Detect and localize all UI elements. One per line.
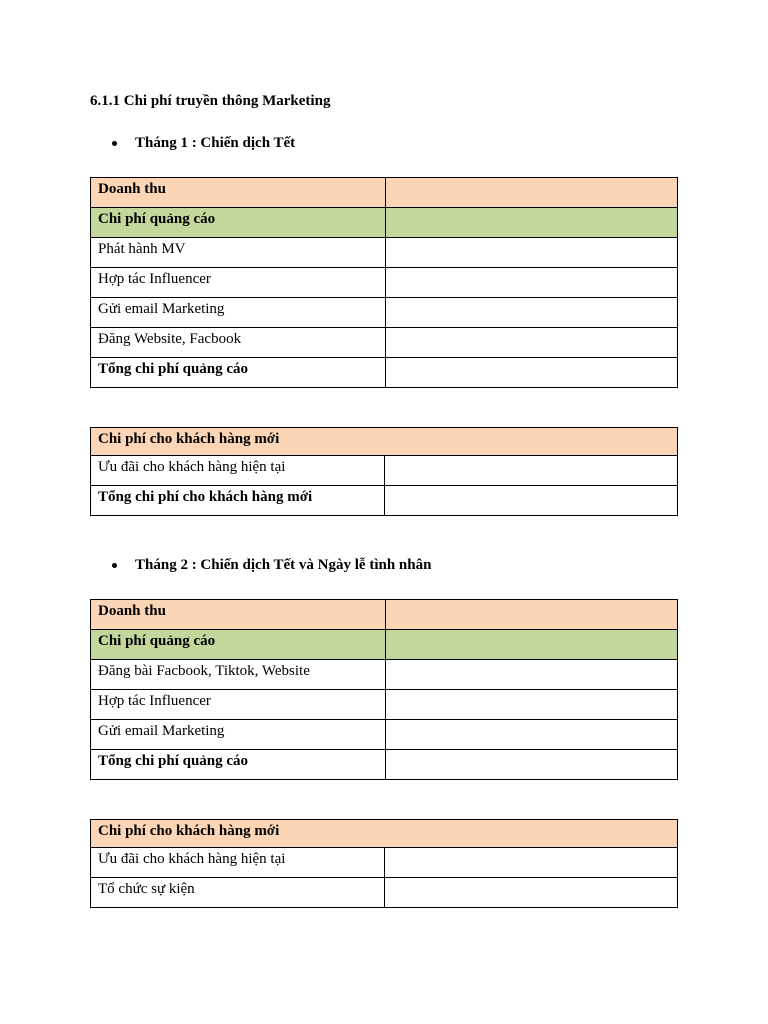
ad-cost-row — [91, 630, 678, 660]
table-row — [91, 456, 678, 486]
item-value-cell[interactable] — [386, 660, 678, 690]
month1-title-text: Tháng 1 : Chiến dịch Tết — [135, 135, 296, 151]
item-value-cell[interactable] — [384, 456, 678, 486]
item-label: Đăng bài Facbook, Tiktok, Website — [91, 660, 386, 690]
total-row — [91, 750, 678, 780]
customer-header: Chi phí cho khách hàng mới — [91, 428, 678, 456]
item-label: Tổ chức sự kiện — [91, 878, 385, 908]
item-label: Gửi email Marketing — [91, 720, 386, 750]
total-row — [91, 358, 678, 388]
revenue-value-cell[interactable] — [386, 178, 678, 208]
total-label: Tổng chi phí quảng cáo — [91, 750, 386, 780]
total-row — [91, 486, 678, 516]
month1-ad-cost-table — [90, 177, 678, 388]
month2-ad-cost-table — [90, 599, 678, 780]
customer-header-row — [91, 428, 678, 456]
item-label: Phát hành MV — [91, 238, 386, 268]
ad-cost-row — [91, 208, 678, 238]
table-row — [91, 660, 678, 690]
revenue-row — [91, 178, 678, 208]
ad-cost-value-cell[interactable] — [386, 630, 678, 660]
item-value-cell[interactable] — [386, 298, 678, 328]
section-heading: 6.1.1 Chi phí truyền thông Marketing — [90, 93, 331, 109]
item-label: Đăng Website, Facbook — [91, 328, 386, 358]
total-label: Tổng chi phí quảng cáo — [91, 358, 386, 388]
item-label: Gửi email Marketing — [91, 298, 386, 328]
item-value-cell[interactable] — [386, 720, 678, 750]
revenue-row — [91, 600, 678, 630]
month1-new-customer-table — [90, 427, 678, 516]
item-value-cell[interactable] — [386, 238, 678, 268]
item-label: Ưu đãi cho khách hàng hiện tại — [91, 848, 385, 878]
total-value-cell[interactable] — [384, 486, 678, 516]
table-row — [91, 720, 678, 750]
revenue-value-cell[interactable] — [386, 600, 678, 630]
month2-title — [112, 557, 431, 574]
item-label: Hợp tác Influencer — [91, 690, 386, 720]
item-value-cell[interactable] — [384, 848, 678, 878]
total-value-cell[interactable] — [386, 358, 678, 388]
total-label: Tổng chi phí cho khách hàng mới — [91, 486, 385, 516]
customer-header-row — [91, 820, 678, 848]
item-label: Hợp tác Influencer — [91, 268, 386, 298]
total-value-cell[interactable] — [386, 750, 678, 780]
table-row — [91, 238, 678, 268]
revenue-label: Doanh thu — [91, 600, 386, 630]
month2-title-text: Tháng 2 : Chiến dịch Tết và Ngày lễ tình nhân — [135, 557, 432, 573]
item-value-cell[interactable] — [384, 878, 678, 908]
table-row — [91, 690, 678, 720]
item-label: Ưu đãi cho khách hàng hiện tại — [91, 456, 385, 486]
table-row — [91, 268, 678, 298]
month1-title — [112, 135, 295, 152]
ad-cost-label: Chi phí quảng cáo — [91, 208, 386, 238]
item-value-cell[interactable] — [386, 328, 678, 358]
revenue-label: Doanh thu — [91, 178, 386, 208]
item-value-cell[interactable] — [386, 690, 678, 720]
table-row — [91, 298, 678, 328]
table-row — [91, 848, 678, 878]
bullet-icon — [112, 563, 117, 568]
ad-cost-label: Chi phí quảng cáo — [91, 630, 386, 660]
table-row — [91, 878, 678, 908]
ad-cost-value-cell[interactable] — [386, 208, 678, 238]
table-row — [91, 328, 678, 358]
customer-header: Chi phí cho khách hàng mới — [91, 820, 678, 848]
month2-new-customer-table — [90, 819, 678, 908]
item-value-cell[interactable] — [386, 268, 678, 298]
bullet-icon — [112, 141, 117, 146]
